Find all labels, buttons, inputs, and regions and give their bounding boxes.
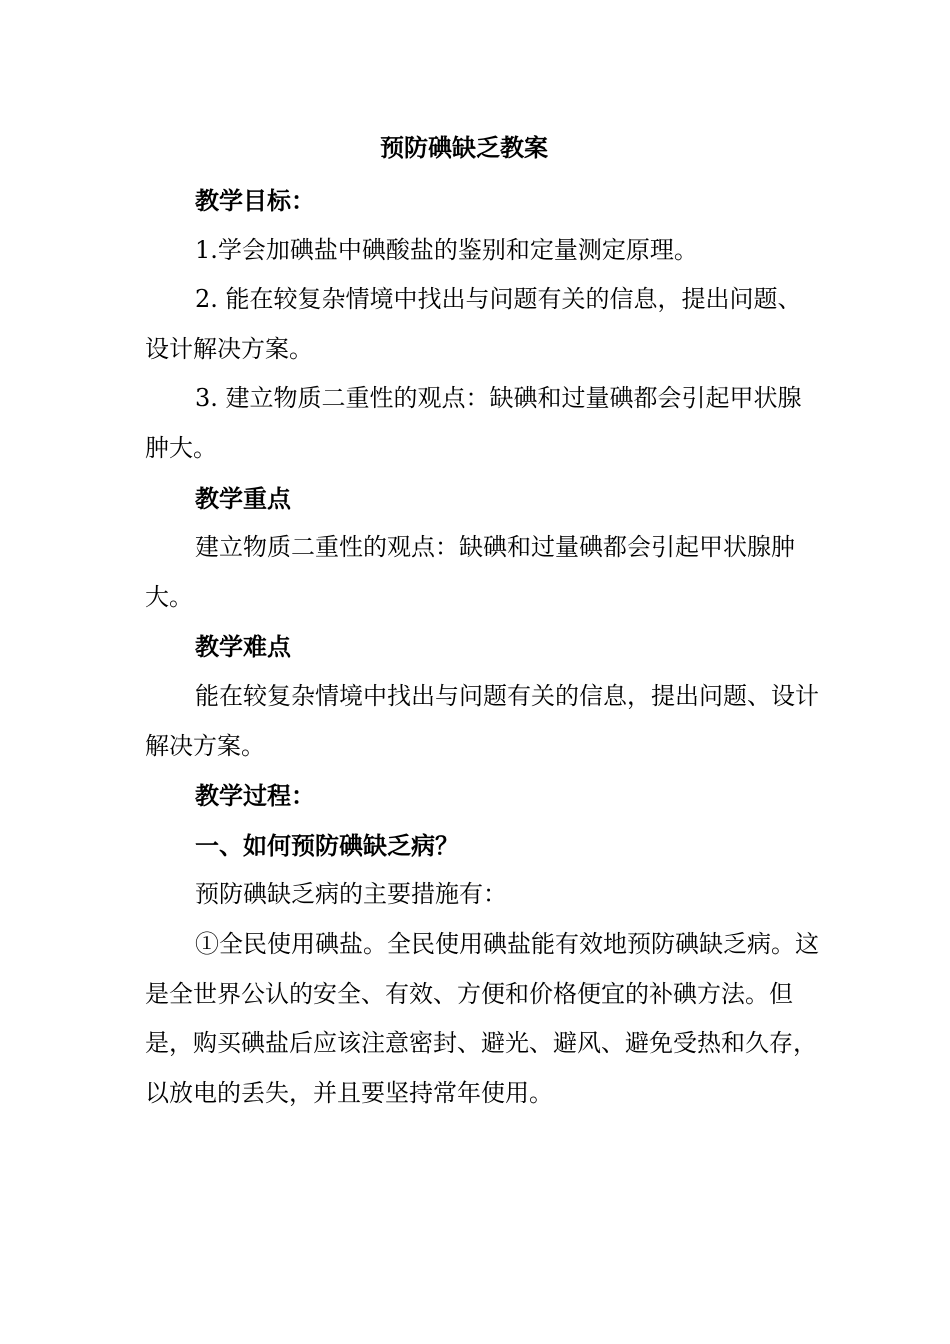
difficulties-paragraph: 能在较复杂情境中找出与问题有关的信息，提出问题、设计解决方案。 [145,681,819,760]
key-points-paragraph: 建立物质二重性的观点：缺碘和过量碘都会引起甲状腺肿大。 [145,533,795,611]
heading-key-points: 教学重点 [195,483,291,513]
heading-process: 教学过程： [195,781,315,811]
heading-difficulties: 教学难点 [195,632,291,662]
objective-item-3: 3. 建立物质二重性的观点：缺碘和过量碘都会引起甲状腺肿大。 [145,384,802,462]
heading-objectives: 教学目标： [195,186,315,215]
document-title: 预防碘缺乏教案 [380,133,548,162]
document-body [145,176,825,1118]
section-heading-1: 一、如何预防碘缺乏病？ [195,830,459,860]
measure-item-1: ①全民使用碘盐。全民使用碘盐能有效地预防碘缺乏病。这是全世界公认的安全、有效、方便和价格便宜的补碘方法。但是，购买碘盐后应该注意密封、避光、避风、避免受热和久存，以放电的丢失，并且要坚持常年使用。 [145,929,819,1107]
objective-item-1: 1.学会加碘盐中碘酸盐的鉴别和定量测定原理。 [195,235,698,264]
measures-intro-paragraph: 预防碘缺乏病的主要措施有： [195,880,507,909]
objective-item-2: 2. 能在较复杂情境中找出与问题有关的信息，提出问题、设计解决方案。 [145,285,802,363]
